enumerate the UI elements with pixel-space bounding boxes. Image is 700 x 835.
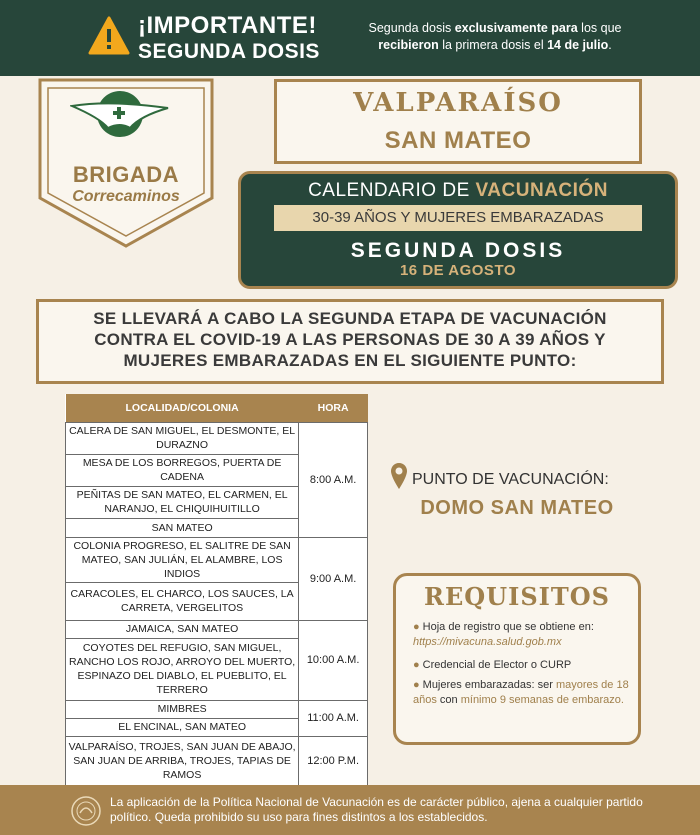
table-header-row: [66, 394, 368, 422]
table-cell-localidad: CALERA DE SAN MIGUEL, EL DESMONTE, EL DURAZNO: [66, 422, 299, 454]
table-cell-hora: 11:00 A.M.: [299, 700, 368, 736]
table-cell-localidad: VALPARAÍSO, TROJES, SAN JUAN DE ABAJO, SAN JUAN DE ARRIBA, TROJES, TAPIAS DE RAMOS: [66, 736, 299, 785]
requirements-title: REQUISITOS: [424, 582, 610, 611]
vaccination-point-label: PUNTO DE VACUNACIÓN:: [412, 471, 609, 488]
warning-icon: [88, 15, 130, 57]
table-cell-localidad: SAN MATEO: [66, 518, 299, 537]
table-cell-localidad: MIMBRES: [66, 700, 299, 718]
table-cell-hora: 8:00 A.M.: [299, 422, 368, 537]
mexico-seal-icon: [70, 795, 102, 827]
registration-link[interactable]: https://mivacuna.salud.gob.mx: [413, 636, 562, 648]
footer-disclaimer: La aplicación de la Política Nacional de Vacunación es de carácter público, ajena a cualquier partido político. Queda prohibido su uso para fines distintos a los establecidos.: [110, 795, 643, 824]
requirement-item: ● Mujeres embarazadas: ser mayores de 18 años con mínimo 9 semanas de embarazo.: [413, 679, 629, 706]
bullet-icon: ●: [413, 659, 420, 671]
table-cell-hora: 10:00 A.M.: [299, 620, 368, 700]
table-cell-localidad: CARACOLES, EL CHARCO, LOS SAUCES, LA CARRETA, VERGELITOS: [66, 582, 299, 620]
table-cell-hora: 12:00 P.M.: [299, 736, 368, 785]
table-cell-localidad: JAMAICA, SAN MATEO: [66, 620, 299, 638]
table-row: [66, 736, 368, 785]
table-cell-localidad: MESA DE LOS BORREGOS, PUERTA DE CADENA: [66, 454, 299, 486]
town-title: SAN MATEO: [384, 127, 532, 154]
table-cell-localidad: COLONIA PROGRESO, EL SALITRE DE SAN MATEO, SAN JULIÁN, EL ALAMBRE, LOS INDIOS: [66, 537, 299, 582]
table-row: [66, 620, 368, 638]
column-header-localidad: LOCALIDAD/COLONIA: [66, 394, 299, 422]
roadrunner-logo-icon: [70, 88, 170, 140]
vaccination-point-place: DOMO SAN MATEO: [420, 497, 614, 519]
bullet-icon: ●: [413, 679, 420, 691]
dose-label: SEGUNDA DOSIS: [350, 239, 566, 262]
table-row: [66, 537, 368, 582]
table-cell-localidad: EL ENCINAL, SAN MATEO: [66, 718, 299, 736]
bullet-icon: ●: [413, 621, 420, 633]
table-cell-hora: 9:00 A.M.: [299, 537, 368, 620]
table-row: [66, 700, 368, 718]
requirement-item: ● Credencial de Elector o CURP: [413, 659, 572, 671]
dose-date: 16 DE AGOSTO: [399, 262, 517, 279]
table-row: [66, 422, 368, 454]
table-cell-localidad: COYOTES DEL REFUGIO, SAN MIGUEL, RANCHO LOS ROJO, ARROYO DEL MUERTO, ESPINAZO DEL DIABLO, EL PUEBLITO, EL TERRERO: [66, 638, 299, 700]
header-note: Segunda dosis exclusivamente para los que recibieron la primera dosis el 14 de julio.: [368, 21, 622, 52]
age-group-label: 30-39 AÑOS Y MUJERES EMBARAZADAS: [312, 209, 604, 226]
column-header-hora: HORA: [299, 394, 368, 422]
info-text: SE LLEVARÁ A CABO LA SEGUNDA ETAPA DE VACUNACIÓN CONTRA EL COVID-19 A LAS PERSONAS DE 30 A 39 AÑOS Y MUJERES EMBARAZADAS EN EL SIGUIENTE PUNTO:: [93, 309, 607, 370]
location-pin-icon: [390, 462, 408, 490]
city-title: VALPARAÍSO: [353, 88, 563, 118]
schedule-table: [65, 394, 368, 786]
calendar-title: CALENDARIO DE VACUNACIÓN: [308, 180, 608, 201]
table-cell-localidad: PEÑITAS DE SAN MATEO, EL CARMEN, EL NARANJO, EL CHIQUIHUITILLO: [66, 486, 299, 518]
second-dose-subtitle: SEGUNDA DOSIS: [138, 40, 320, 63]
brigada-label: BRIGADA: [72, 162, 180, 187]
requirement-item: ● Hoja de registro que se obtiene en: https://mivacuna.salud.gob.mx: [413, 621, 594, 648]
correcaminos-label: Correcaminos: [72, 188, 180, 205]
important-title: ¡IMPORTANTE!: [138, 12, 317, 39]
